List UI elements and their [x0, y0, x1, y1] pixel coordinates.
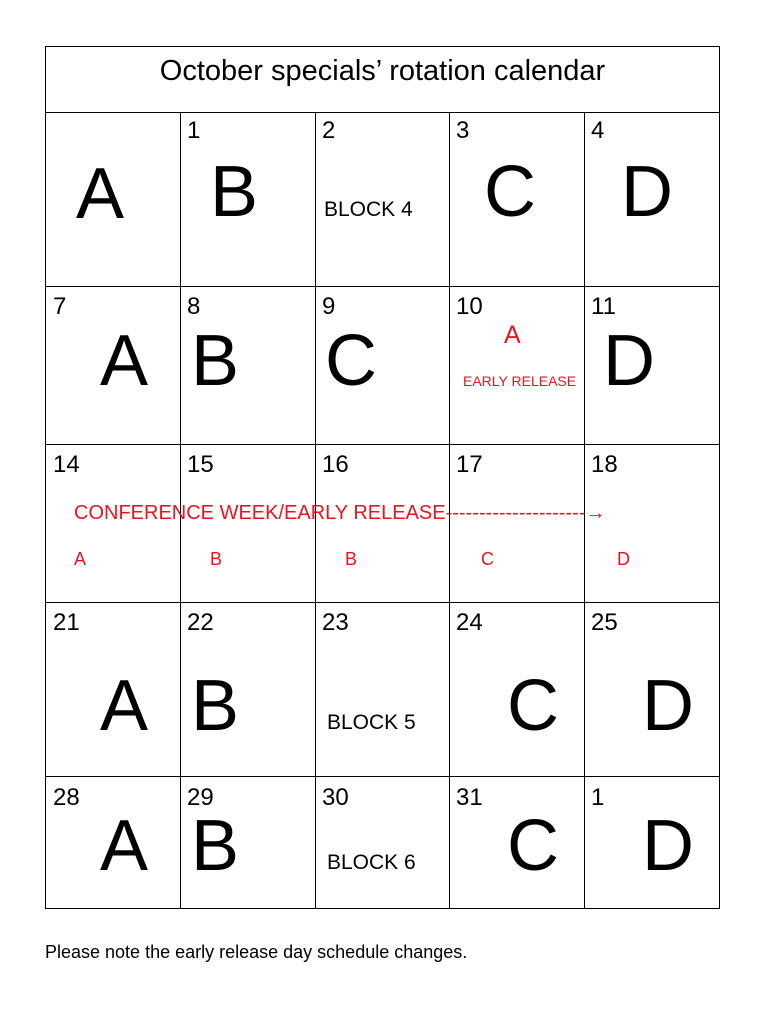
grid-line	[46, 444, 719, 445]
day-number: 11	[591, 293, 616, 320]
day-number: 2	[322, 117, 336, 144]
rotation-letter: A	[100, 321, 149, 401]
conference-letter: B	[345, 549, 358, 569]
day-number: 28	[53, 784, 80, 811]
day-number: 3	[456, 117, 470, 144]
conference-letter: B	[210, 549, 223, 569]
footnote: Please note the early release day schedule changes.	[45, 942, 468, 962]
day-number: 1	[591, 784, 605, 811]
conference-week-banner: CONFERENCE WEEK/EARLY RELEASE---------------------→	[74, 502, 606, 524]
rotation-letter: B	[191, 666, 240, 746]
day-number: 30	[322, 784, 349, 811]
day-number: 17	[456, 451, 483, 478]
day-number: 23	[322, 609, 349, 636]
day-number: 25	[591, 609, 618, 636]
rotation-letter: C	[484, 152, 536, 232]
rotation-letter: D	[642, 806, 694, 886]
early-release-label: EARLY RELEASE	[463, 373, 577, 389]
day-number: 31	[456, 784, 483, 811]
rotation-letter: A	[100, 806, 149, 886]
day-number: 7	[53, 293, 67, 320]
grid-line	[46, 776, 719, 777]
day-number: 9	[322, 293, 336, 320]
day-number: 16	[322, 451, 349, 478]
day-number: 29	[187, 784, 214, 811]
block-label: BLOCK 6	[327, 851, 416, 874]
rotation-letter: C	[507, 666, 559, 746]
day-number: 4	[591, 117, 605, 144]
day-number: 21	[53, 609, 80, 636]
grid-line	[46, 602, 719, 603]
rotation-letter: A	[76, 154, 125, 234]
rotation-calendar-table	[45, 46, 720, 909]
rotation-letter: B	[210, 152, 259, 232]
rotation-letter: D	[621, 152, 673, 232]
day-number: 1	[187, 117, 201, 144]
conference-letter: D	[617, 549, 630, 569]
rotation-letter: D	[642, 666, 694, 746]
conference-letter: C	[481, 549, 494, 569]
calendar-title: October specials’ rotation calendar	[46, 47, 719, 113]
rotation-letter: B	[191, 321, 240, 401]
conference-letter: A	[74, 549, 87, 569]
day-number: 18	[591, 451, 618, 478]
day-number: 24	[456, 609, 483, 636]
day-number: 15	[187, 451, 214, 478]
rotation-letter: C	[507, 806, 559, 886]
day-number: 8	[187, 293, 201, 320]
rotation-letter: B	[191, 806, 240, 886]
day-number: 14	[53, 451, 80, 478]
rotation-letter: C	[325, 321, 377, 401]
block-label: BLOCK 5	[327, 711, 416, 734]
rotation-letter: D	[603, 321, 655, 401]
rotation-letter: A	[100, 666, 149, 746]
day-number: 10	[456, 293, 483, 320]
block-label: BLOCK 4	[324, 198, 413, 221]
day-number: 22	[187, 609, 214, 636]
early-release-letter: A	[504, 321, 521, 349]
grid-line	[46, 286, 719, 287]
